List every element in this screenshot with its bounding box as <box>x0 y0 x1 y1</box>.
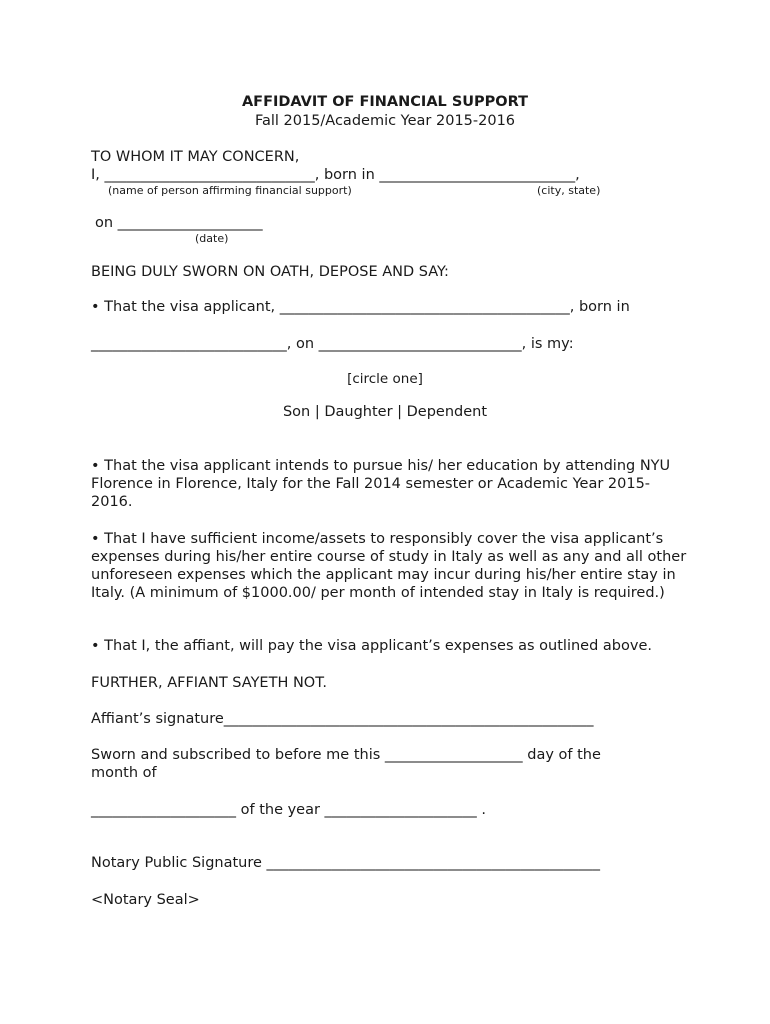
relationship-options: Son | Daughter | Dependent <box>282 404 488 420</box>
affirming-person-line: I, _____________________________, born in ___________________________, <box>91 167 580 183</box>
caption-city: (city, state) <box>537 184 601 197</box>
document-title: AFFIDAVIT OF FINANCIAL SUPPORT <box>241 94 529 110</box>
document-subtitle: Fall 2015/Academic Year 2015-2016 <box>254 113 516 129</box>
bullet-visa-applicant-continued: ___________________________, on ____________________________, is my: <box>91 336 574 352</box>
further-statement: FURTHER, AFFIANT SAYETH NOT. <box>91 675 327 691</box>
circle-one-instruction: [circle one] <box>347 371 423 387</box>
caption-date: (date) <box>195 232 229 245</box>
bullet-education: • That the visa applicant intends to pursue his/ her education by attending NYU Florence in Florence, Italy for the Fall 2014 semester or Academic Year 2015-2016. <box>91 458 671 510</box>
notary-signature-line: Notary Public Signature ______________________________________________ <box>91 855 601 871</box>
sworn-subscribed-month: month of <box>91 765 157 781</box>
sworn-subscribed-line: Sworn and subscribed to before me this ___________________ day of the <box>91 747 601 763</box>
bullet-affiant: • That I, the affiant, will pay the visa applicant’s expenses as outlined above. <box>91 638 652 654</box>
sworn-heading: BEING DULY SWORN ON OATH, DEPOSE AND SAY: <box>91 264 449 280</box>
bullet-income: • That I have sufficient income/assets to responsibly cover the visa applicant’s expenses during his/her entire course of study in Italy as well as any and all other unforeseen expenses which the applicant may incur during his/her entire stay in Italy. (A minimum of $1000.00/ per month of intended stay in Italy is required.) <box>91 531 687 601</box>
greeting: TO WHOM IT MAY CONCERN, <box>91 149 300 165</box>
bullet-visa-applicant: • That the visa applicant, ________________________________________, born in <box>91 299 630 315</box>
notary-seal: <Notary Seal> <box>91 892 200 908</box>
affiant-signature-line: Affiant’s signature___________________________________________________ <box>91 711 594 727</box>
caption-name: (name of person affirming financial support) <box>108 184 352 197</box>
date-line: on ____________________ <box>95 215 263 231</box>
year-line: ____________________ of the year _____________________ . <box>91 802 487 818</box>
